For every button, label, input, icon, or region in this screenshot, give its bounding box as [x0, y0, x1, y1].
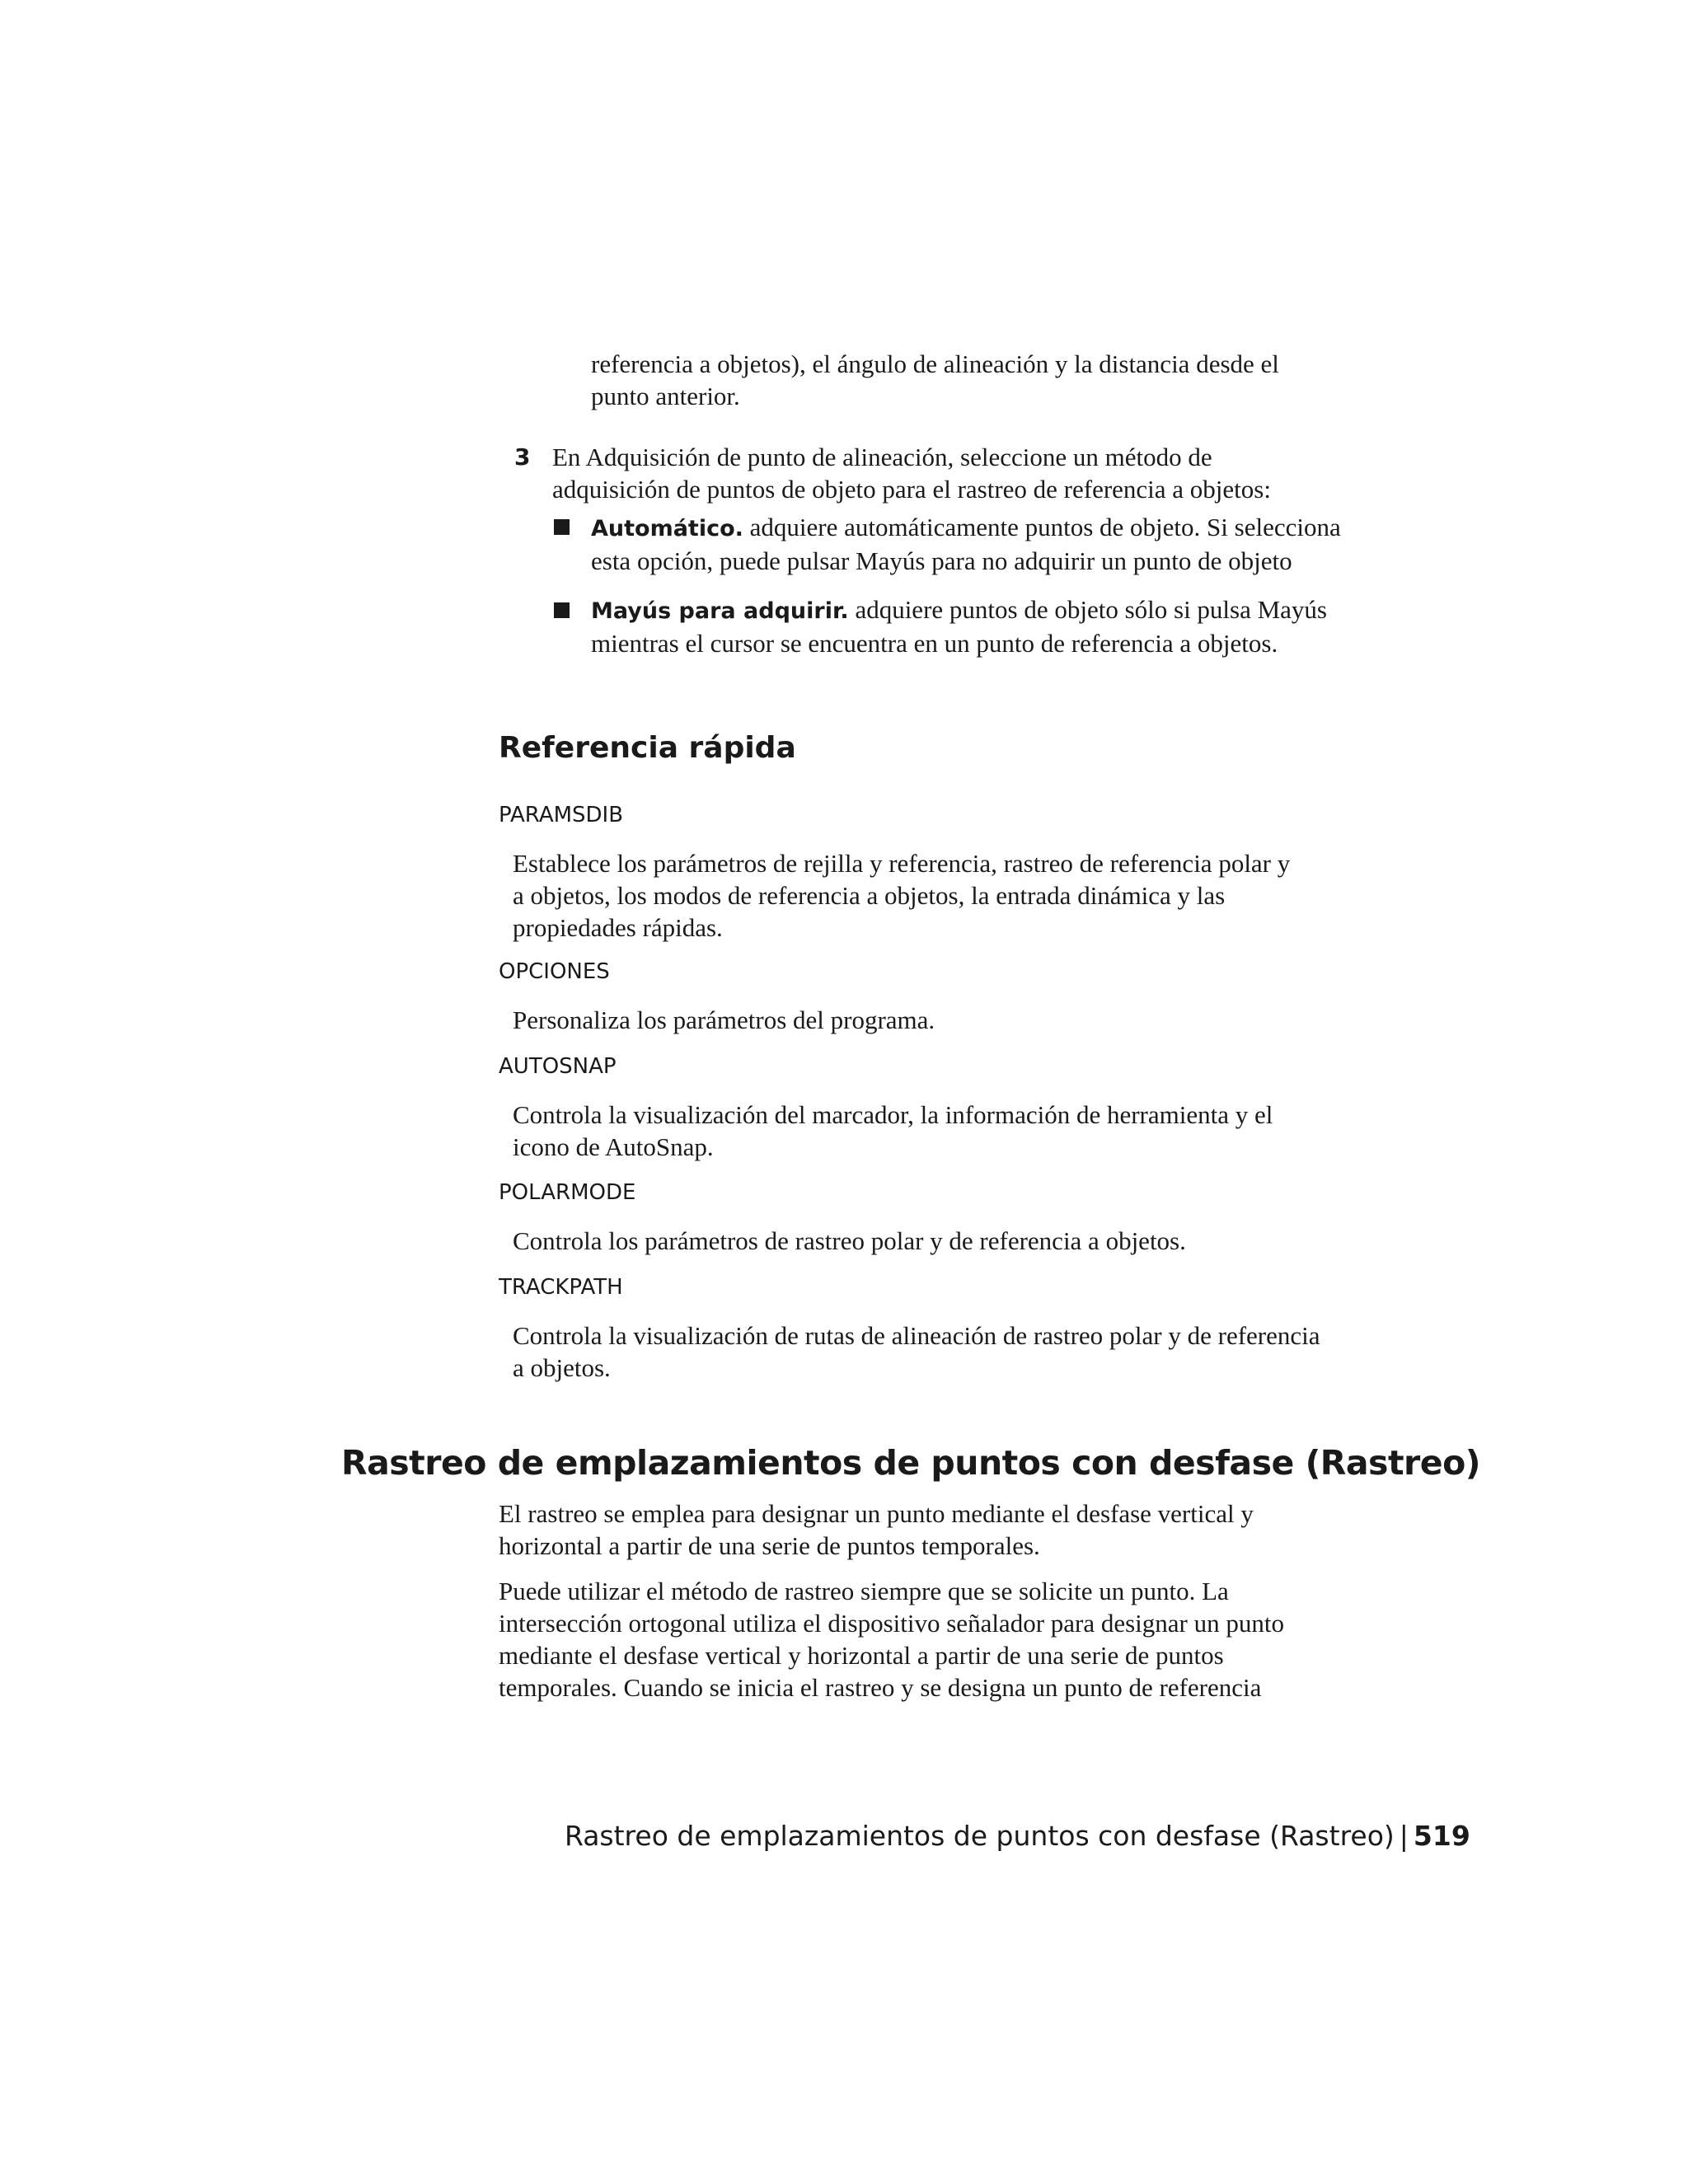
running-title: Rastreo de emplazamientos de puntos con desfase (Rastreo) [565, 1820, 1395, 1852]
command-name: OPCIONES [499, 959, 610, 984]
step-3-text [552, 441, 1271, 505]
bullet-text: adquiere puntos de objeto sólo si pulsa Mayús [848, 595, 1327, 624]
command-name: AUTOSNAP [499, 1054, 617, 1079]
text-line: mientras el cursor se encuentra en un punto de referencia a objetos. [591, 629, 1278, 658]
text-line: adquisición de puntos de objeto para el rastreo de referencia a objetos: [552, 475, 1271, 504]
section-paragraph-1 [499, 1497, 1254, 1562]
text-line: a objetos. [513, 1353, 611, 1382]
bullet-square-icon [554, 602, 570, 618]
text-line: Controla la visualización del marcador, la información de herramienta y el [513, 1100, 1273, 1129]
text-line: propiedades rápidas. [513, 913, 723, 942]
text-line: En Adquisición de punto de alineación, seleccione un método de [552, 443, 1212, 471]
bullet-lead: Mayús para adquirir. [591, 598, 849, 624]
text-line: Puede utilizar el método de rastreo siempre que se solicite un punto. La [499, 1577, 1229, 1605]
text-line: Controla los parámetros de rastreo polar y de referencia a objetos. [513, 1226, 1186, 1255]
text-line: Controla la visualización de rutas de alineación de rastreo polar y de referencia [513, 1321, 1320, 1350]
section-paragraph-2 [499, 1575, 1284, 1704]
text-line: Personaliza los parámetros del programa. [513, 1005, 935, 1034]
quick-reference-heading: Referencia rápida [499, 731, 796, 765]
bullet-item-automatico [591, 511, 1341, 577]
text-line: referencia a objetos), el ángulo de alineación y la distancia desde el [591, 349, 1279, 378]
page-number: 519 [1413, 1820, 1470, 1852]
text-line: horizontal a partir de una serie de puntos temporales. [499, 1531, 1040, 1560]
command-description [513, 1225, 1186, 1257]
command-description [513, 1099, 1273, 1163]
bullet-text: adquiere automáticamente puntos de objeto. Si selecciona [743, 513, 1341, 541]
footer-separator: | [1399, 1820, 1409, 1852]
bullet-item-mayus [591, 593, 1327, 659]
command-name: POLARMODE [499, 1180, 636, 1205]
text-line: esta opción, puede pulsar Mayús para no adquirir un punto de objeto [591, 546, 1292, 575]
text-line: a objetos, los modos de referencia a objetos, la entrada dinámica y las [513, 881, 1226, 910]
page-footer [565, 1820, 1470, 1853]
text-line: mediante el desfase vertical y horizontal a partir de una serie de puntos [499, 1641, 1224, 1670]
text-line: Establece los parámetros de rejilla y referencia, rastreo de referencia polar y [513, 849, 1291, 878]
text-line: temporales. Cuando se inicia el rastreo y se designa un punto de referencia [499, 1673, 1262, 1702]
bullet-line [591, 511, 1341, 545]
intro-continuation [591, 348, 1279, 412]
step-number: 3 [514, 443, 531, 471]
command-description [513, 847, 1290, 944]
text-line: El rastreo se emplea para designar un punto mediante el desfase vertical y [499, 1499, 1254, 1528]
text-line: intersección ortogonal utiliza el dispositivo señalador para designar un punto [499, 1609, 1284, 1638]
section-heading: Rastreo de emplazamientos de puntos con desfase (Rastreo) [341, 1443, 1480, 1483]
command-description [513, 1004, 935, 1036]
bullet-square-icon [554, 519, 570, 535]
text-line: icono de AutoSnap. [513, 1132, 714, 1161]
command-description [513, 1319, 1320, 1384]
bullet-lead: Automático. [591, 516, 743, 541]
command-name: TRACKPATH [499, 1275, 623, 1300]
text-line: punto anterior. [591, 382, 740, 410]
command-name: PARAMSDIB [499, 803, 624, 827]
bullet-line [591, 593, 1327, 627]
